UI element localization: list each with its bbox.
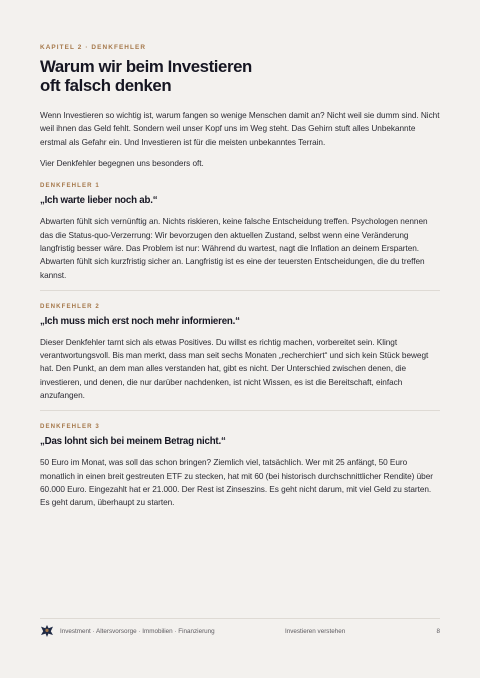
chapter-label: KAPITEL 2 · DENKFEHLER — [40, 44, 147, 51]
mistake-quote: „Ich warte lieber noch ab.“ — [40, 195, 158, 207]
footer-tagline: Investment · Altersvorsorge · Immobilien · Finanzierung — [60, 627, 215, 635]
mistake-section-2 — [40, 303, 440, 411]
section-divider — [40, 290, 440, 291]
eagle-logo-icon — [40, 624, 54, 638]
intro-summary: Vier Denkfehler begegnen uns besonders oft. — [40, 159, 204, 169]
page-number: 8 — [436, 627, 440, 635]
mistake-quote: „Ich muss mich erst noch mehr informieren.“ — [40, 315, 240, 327]
section-divider — [40, 410, 440, 411]
title-line-1: Warum wir beim Investieren — [40, 57, 252, 76]
page-title — [40, 58, 440, 95]
mistake-label: DENKFEHLER 2 — [40, 302, 100, 310]
footer-section: Investieren verstehen — [285, 627, 346, 635]
mistake-text: Abwarten fühlt sich vernünftig an. Nichts riskieren, keine falsche Entscheidung treffen. Psychologen nennen das die Status-quo-Verzerrung: Wir bevorzugen den aktuellen Zustand, selbst wenn eine Veränderung langfristig besser wäre. Das Problem ist nur: Während du wartest, nagt die Inflation an deinem Ersparten. Abwarten fühlt sich kurzfristig sicher an. Langfristig ist es eine der teuersten Entscheidungen, die du treffen kannst. — [40, 217, 428, 280]
mistake-section-1 — [40, 182, 440, 290]
mistake-section-3 — [40, 423, 440, 509]
page-footer — [40, 618, 440, 643]
mistake-quote: „Das lohnt sich bei meinem Betrag nicht.“ — [40, 436, 226, 448]
mistake-label: DENKFEHLER 3 — [40, 423, 100, 431]
intro-paragraph: Wenn Investieren so wichtig ist, warum fangen so wenige Menschen damit an? Nicht weil sie dumm sind. Nicht weil ihnen das Geld fehlt. Sondern weil unser Kopf uns im Weg steht. Das Gehirn stuft alles Unbekannte erstmal als Gefahr ein. Und Investieren ist für die meisten unbekanntes Terrain. — [40, 111, 440, 147]
mistake-text: Dieser Denkfehler tarnt sich als etwas Positives. Du willst es richtig machen, vorbereitet sein. Klingt verantwortungsvoll. Bis man merkt, dass man seit sechs Monaten „recherchiert“ und sich kein Stück bewegt hat. Den Punkt, an dem man alles verstanden hat, gibt es nicht. Der Unterschied zwischen denen, die investieren, und denen, die nur darüber nachdenken, ist nicht Wissen, es ist die Bereitschaft, einfach anzufangen. — [40, 337, 429, 401]
mistake-label: DENKFEHLER 1 — [40, 182, 100, 190]
mistake-text: 50 Euro im Monat, was soll das schon bringen? Ziemlich viel, tatsächlich. Wer mit 25 anfängt, 50 Euro monatlich in einen breit gestreuten ETF zu stecken, hat mit 60 (bei historisch durchschnittlicher Rendite) über 60.000 Euro. Eingezahlt hat er 21.000. Der Rest ist Zinseszins. Es geht nicht darum, mit viel Geld zu starten. Es geht darum, überhaupt zu starten. — [40, 458, 433, 508]
title-line-2: oft falsch denken — [40, 75, 172, 95]
footer-brand — [40, 624, 285, 638]
